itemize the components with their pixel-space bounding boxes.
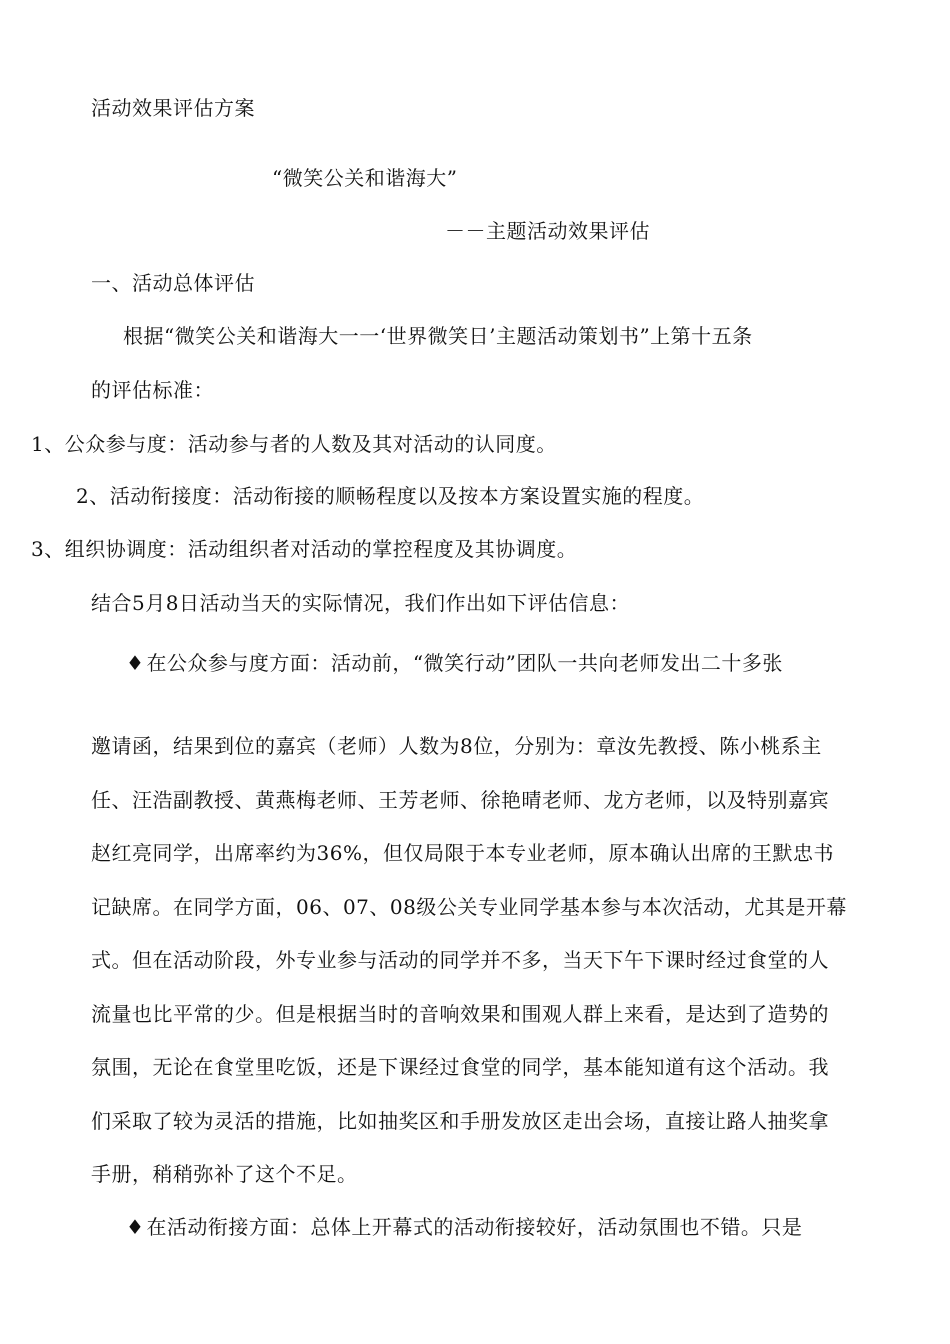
document-subtitle: “微笑公关和谐海大” [272,166,458,190]
paragraph-line: 氛围，无论在食堂里吃饭，还是下课经过食堂的同学，基本能知道有这个活动。我 [91,1055,829,1079]
diamond-bullet-icon: ♦ [126,651,145,675]
paragraph-line: 手册，稍稍弥补了这个不足。 [91,1162,358,1186]
section-heading: 一、活动总体评估 [91,271,255,295]
paragraph-line: 们采取了较为灵活的措施，比如抽奖区和手册发放区走出会场，直接让路人抽奖拿 [91,1108,829,1133]
criteria-item: 1、公众参与度：活动参与者的人数及其对活动的认同度。 [31,432,557,456]
paragraph-line: 赵红亮同学，出席率约为36%，但仅局限于本专业老师，原本确认出席的王默忠书 [91,841,834,865]
document-title: 活动效果评估方案 [91,96,255,120]
bullet-line [126,1214,802,1240]
diamond-bullet-icon: ♦ [126,1215,145,1239]
intro-line: 根据“微笑公关和谐海大一一‘世界微笑日’主题活动策划书”上第十五条 [123,324,753,348]
criteria-item: 3、组织协调度：活动组织者对活动的掌控程度及其协调度。 [31,537,578,561]
criteria-item: 2、活动衔接度：活动衔接的顺畅程度以及按本方案设置实施的程度。 [76,484,705,508]
bullet-text: 在活动衔接方面：总体上开幕式的活动衔接较好，活动氛围也不错。只是 [146,1215,803,1239]
paragraph-line: 式。但在活动阶段，外专业参与活动的同学并不多，当天下午下课时经过食堂的人 [91,948,829,972]
bullet-text: 在公众参与度方面：活动前，“微笑行动”团队一共向老师发出二十多张 [146,651,783,675]
intro-line: 的评估标准： [91,378,214,402]
paragraph [91,733,881,1215]
paragraph-line: 邀请函，结果到位的嘉宾（老师）人数为8位，分别为：章汝先教授、陈小桃系主 [91,734,822,758]
document-sub-subtitle: －－主题活动效果评估 [445,219,650,243]
bullet-line [126,650,783,676]
paragraph-line: 任、汪浩副教授、黄燕梅老师、王芳老师、徐艳晴老师、龙方老师，以及特别嘉宾 [91,787,829,812]
paragraph-line: 流量也比平常的少。但是根据当时的音响效果和围观人群上来看，是达到了造势的 [91,1001,829,1026]
combine-line: 结合5月8日活动当天的实际情况，我们作出如下评估信息： [91,591,630,615]
paragraph-line: 记缺席。在同学方面，06、07、08级公关专业同学基本参与本次活动，尤其是开幕 [91,894,847,919]
